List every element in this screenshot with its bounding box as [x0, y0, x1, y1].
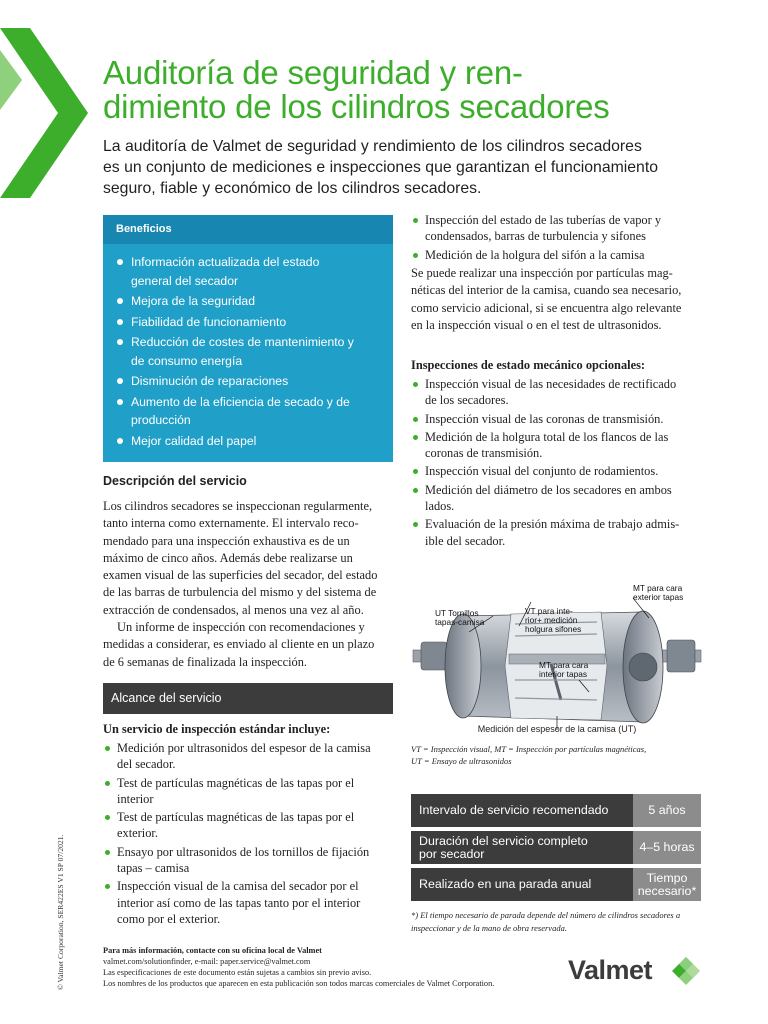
benefit-line: de consumo energía	[131, 353, 243, 368]
text-line: máximo de cinco años. Además debe realizarse un	[103, 550, 353, 565]
item-line: exterior.	[117, 826, 158, 841]
footer-contact	[103, 945, 494, 989]
text-line: tanto interna como externamente. El intervalo reco-	[103, 516, 359, 531]
label-line: interior tapas	[539, 669, 587, 679]
scope-heading-bar: Alcance del servicio	[103, 683, 393, 714]
text-line: examen visual de las superficies del secador, del estado	[103, 568, 378, 583]
optional-inspections-list	[411, 376, 711, 551]
page-title-line: dimiento de los cilindros secadores	[103, 88, 610, 125]
intro-line: La auditoría de Valmet de seguridad y rendimiento de los cilindros secadores	[103, 138, 642, 155]
text-line: de las barras de turbulencia del mismo y del sistema de	[103, 585, 377, 600]
service-row-label	[411, 868, 633, 901]
label-line: MT para cara	[539, 660, 589, 670]
list-item	[103, 844, 395, 877]
list-item	[103, 809, 395, 842]
item-line: lados.	[425, 499, 455, 514]
legend-line: VT = Inspección visual, MT = Inspección por partículas magnéticas,	[411, 744, 647, 754]
cell-line: por secador	[419, 846, 485, 861]
standard-service-heading: Un servicio de inspección estándar incluye:	[103, 722, 331, 736]
service-row-label	[411, 831, 633, 864]
description-paragraph	[103, 619, 395, 671]
benefit-item	[117, 333, 381, 370]
page-title	[103, 56, 743, 124]
intro-line: es un conjunto de mediciones e inspecciones que garantizan el funcionamiento	[103, 159, 659, 176]
label-line: VT para inte-	[525, 606, 573, 616]
note-line: *) El tiempo necesario de parada depende del número de cilindros secadores a	[411, 910, 681, 920]
service-row	[411, 868, 701, 901]
cell-line: Intervalo de servicio recomendado	[419, 803, 609, 817]
list-item	[103, 775, 395, 808]
list-item	[411, 212, 711, 245]
description-text	[103, 498, 395, 671]
item-line: como por el exterior.	[117, 911, 221, 926]
benefit-line: Fiabilidad de funcionamiento	[131, 314, 287, 329]
benefit-item	[117, 253, 381, 290]
valmet-wordmark: Valmet	[568, 955, 653, 985]
intro-line: seguro, fiable y económico de los cilindros secadores.	[103, 180, 482, 197]
cell-line: Duración del servicio completo	[419, 833, 588, 848]
label-line: tapas-camisa	[435, 617, 485, 627]
service-row-label	[411, 794, 633, 827]
cell-line: necesario*	[637, 883, 697, 898]
service-row-value	[633, 831, 701, 864]
text-line: néticas del interior de la camisa, cuando sea necesario,	[411, 283, 682, 298]
item-line: Test de partículas magnéticas de las tapas por el	[117, 775, 355, 790]
dryer-cylinder-drawing	[411, 580, 703, 738]
text-line: de 6 semanas de finalizada la inspección.	[103, 654, 308, 669]
benefits-list	[103, 244, 393, 450]
item-line: Medición de la holgura del sifón a la camisa	[425, 247, 645, 262]
text-line: como servicio adicional, si se encuentra algo relevante	[411, 300, 682, 315]
text-line: mendado para una inspección exhaustiva es de un	[103, 533, 350, 548]
label-line: exterior tapas	[633, 592, 684, 602]
list-item	[103, 740, 395, 773]
figure-legend	[411, 743, 646, 767]
service-row	[411, 794, 701, 827]
benefit-line: general del secador	[131, 273, 239, 288]
text-line: extracción de condensados, al menos una vez al año.	[103, 602, 364, 617]
item-line: Medición por ultrasonidos del espesor de la camisa	[117, 741, 371, 755]
cell-line: Realizado en una parada anual	[419, 877, 592, 891]
item-line: interior así como de las tapas tanto por el interior	[117, 895, 361, 910]
cell-line: 5 años	[648, 803, 686, 817]
benefit-line: Mejora de la seguridad	[131, 294, 255, 308]
benefit-line: producción	[131, 413, 191, 427]
standard-service-list-continued	[411, 212, 711, 265]
description-heading: Descripción del servicio	[103, 474, 247, 488]
figure-caption: Medición del espesor de la camisa (UT)	[477, 724, 637, 734]
footer-line: valmet.com/solutionfinder, e-mail: paper.service@valmet.com	[103, 957, 311, 966]
figure-label-mt-interior	[539, 661, 588, 679]
item-line: Evaluación de la presión máxima de trabajo admis-	[425, 517, 680, 532]
benefit-item	[117, 432, 381, 451]
item-line: Inspección del estado de las tuberías de vapor y	[425, 213, 662, 227]
list-item	[411, 429, 711, 462]
standard-service-list	[103, 740, 395, 929]
document-code: © Valmet Corporation, SER422ES V1 SP 07/2021.	[56, 834, 65, 990]
label-line: holgura sifones	[525, 624, 582, 634]
list-item	[103, 878, 395, 927]
benefit-line: Mejor calidad del papel	[131, 433, 257, 448]
intro-paragraph	[103, 136, 723, 199]
text-line: Un informe de inspección con recomendaciones y	[117, 620, 365, 635]
text-line: medidas a considerar, es enviado al cliente en un plazo	[103, 637, 375, 652]
item-line: Medición del diámetro de los secadores en ambos	[425, 482, 672, 497]
benefit-item	[117, 292, 381, 311]
text-line: Los cilindros secadores se inspeccionan regularmente,	[103, 499, 373, 513]
list-item	[411, 516, 711, 549]
valmet-logo	[568, 953, 708, 989]
label-line: rior+ medición	[525, 615, 578, 625]
item-line: coronas de transmisión.	[425, 446, 543, 461]
benefit-item	[117, 313, 381, 332]
note-line: inspeccionar y de la mano de obra reservada.	[411, 923, 567, 933]
service-row	[411, 831, 701, 864]
item-line: Inspección visual de las necesidades de rectificado	[425, 377, 677, 391]
item-line: Inspección visual del conjunto de rodamientos.	[425, 464, 659, 479]
benefit-line: Información actualizada del estado	[131, 255, 320, 269]
service-row-value	[633, 868, 701, 901]
item-line: tapas – camisa	[117, 861, 190, 876]
legend-line: UT = Ensayo de ultrasonidos	[411, 756, 512, 766]
item-line: Ensayo por ultrasonidos de los tornillos de fijación	[117, 844, 370, 859]
text-line: en la inspección visual o en el test de ultrasonidos.	[411, 317, 662, 332]
item-line: condensados, barras de turbulencia y sifones	[425, 229, 646, 244]
benefit-line: Reducción de costes de mantenimiento y	[131, 335, 354, 349]
benefit-line: Aumento de la eficiencia de secado y de	[131, 394, 350, 409]
benefit-line: Disminución de reparaciones	[131, 374, 289, 388]
service-row-value	[633, 794, 701, 827]
optional-inspections-heading: Inspecciones de estado mecánico opcionales:	[411, 358, 646, 372]
list-item	[411, 482, 711, 515]
item-line: Test de partículas magnéticas de las tapas por el	[117, 810, 355, 825]
item-line: de los secadores.	[425, 393, 509, 408]
benefit-item	[117, 372, 381, 391]
cell-line: Tiempo	[646, 870, 688, 885]
service-info-table	[411, 794, 701, 905]
benefits-heading: Beneficios	[103, 215, 393, 244]
label-line: UT Tornillos	[435, 608, 479, 618]
footer-line: Las especificaciones de este documento están sujetas a cambios sin previo aviso.	[103, 968, 372, 977]
benefit-item	[117, 393, 381, 430]
valmet-chevron-graphic	[0, 28, 88, 198]
cell-line: 4–5 horas	[639, 840, 695, 854]
figure-label-mt-exterior	[633, 584, 683, 602]
valmet-diamond-icon	[668, 953, 708, 989]
figure-label-vt-interior	[525, 607, 581, 634]
page-title-line: Auditoría de seguridad y ren-	[103, 54, 523, 91]
item-line: del secador.	[117, 757, 176, 772]
item-line: Inspección visual de la camisa del secador por el	[117, 879, 359, 894]
footer-heading: Para más información, contacte con su oficina local de Valmet	[103, 946, 322, 955]
description-paragraph	[103, 498, 395, 619]
item-line: ible del secador.	[425, 533, 506, 548]
item-line: Medición de la holgura total de los flancos de las	[425, 429, 669, 444]
list-item	[411, 463, 711, 479]
footer-line: Los nombres de los productos que aparecen en esta publicación son todos marcas comerciales de Valmet Corporation.	[103, 979, 495, 988]
list-item	[411, 376, 711, 409]
label-line: MT para cara	[633, 583, 683, 593]
item-line: Inspección visual de las coronas de transmisión.	[425, 411, 664, 426]
additional-service-text	[411, 265, 711, 334]
benefits-box	[103, 215, 393, 462]
text-line: Se puede realizar una inspección por partículas mag-	[411, 266, 673, 280]
dryer-cylinder-figure	[411, 580, 703, 738]
footnote	[411, 909, 680, 935]
list-item	[411, 247, 711, 263]
item-line: interior	[117, 791, 154, 806]
figure-label-ut-bolts	[435, 609, 484, 627]
list-item	[411, 411, 711, 427]
